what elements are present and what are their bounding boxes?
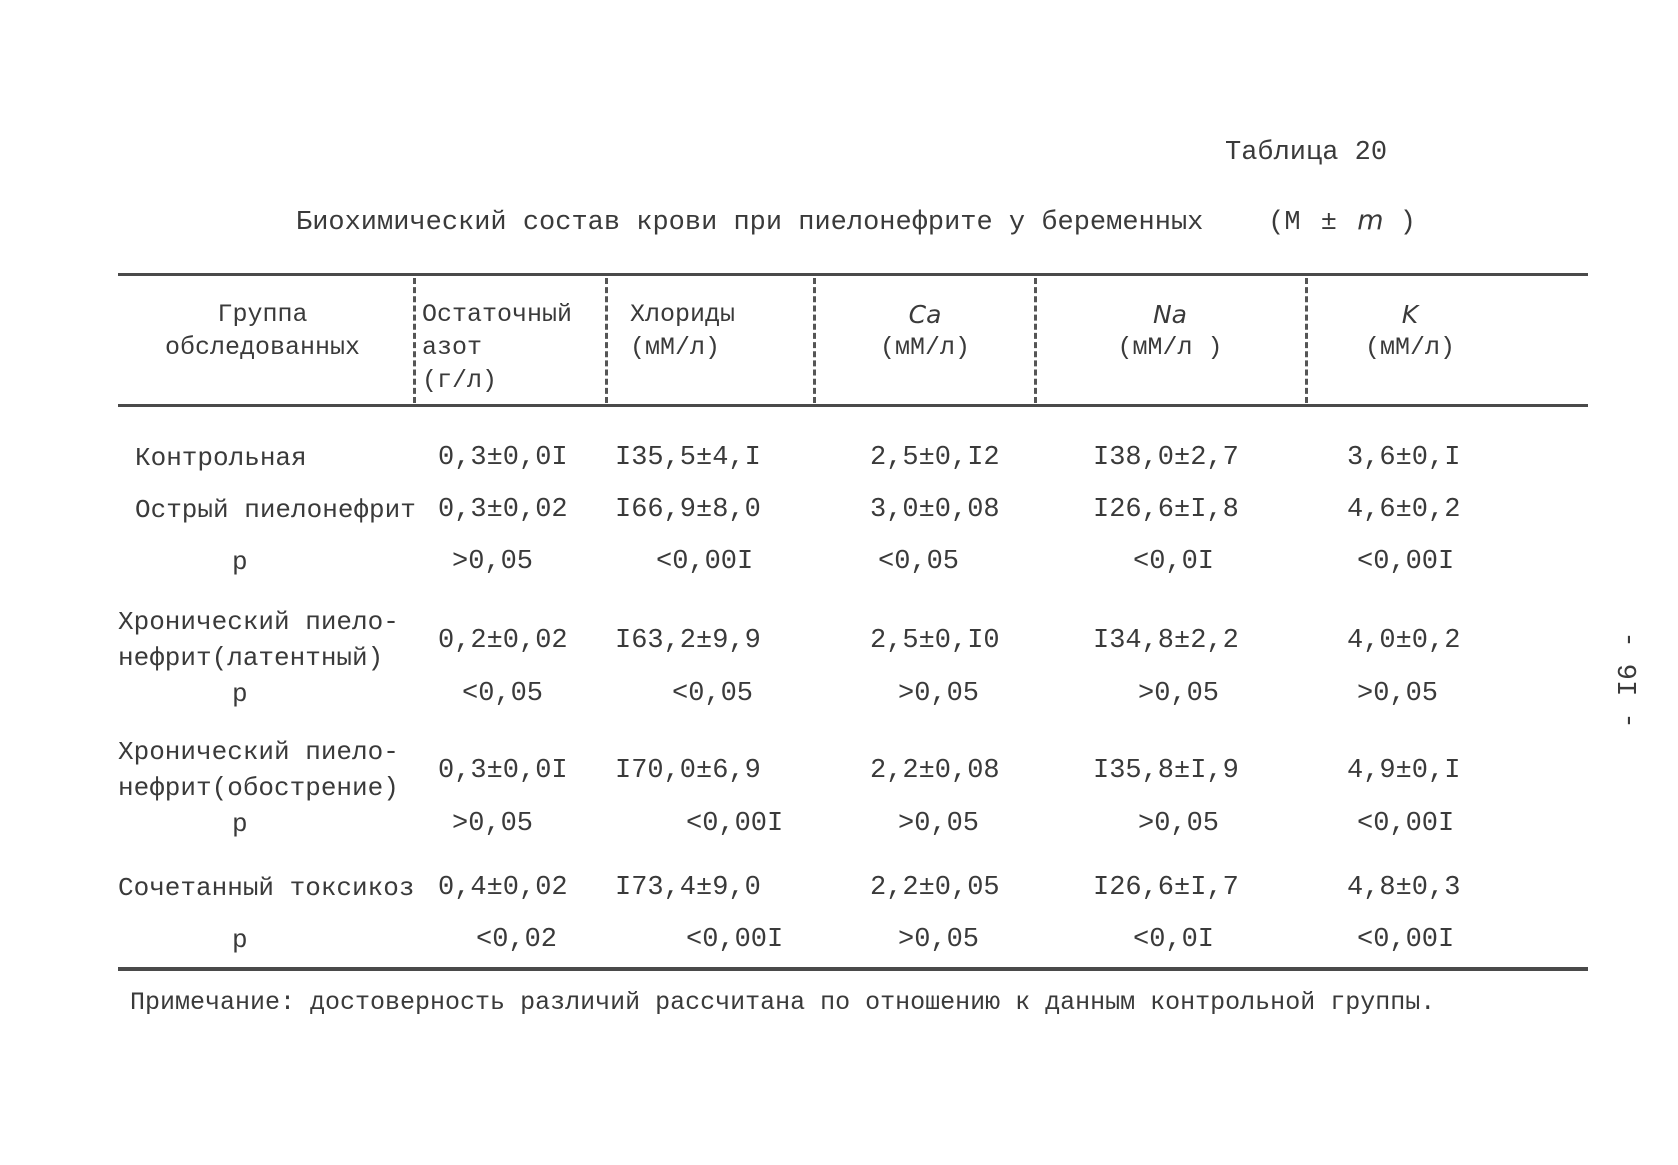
table-cell: <0,05 bbox=[878, 547, 960, 577]
table-cell: 4,0±0,2 bbox=[1347, 626, 1461, 656]
table-cell: I38,0±2,7 bbox=[1093, 443, 1239, 473]
table-cell: 4,8±0,3 bbox=[1347, 873, 1461, 903]
row-group-label: Хронический пиело- нефрит(латентный) bbox=[118, 607, 399, 673]
table-cell: 3,6±0,I bbox=[1347, 443, 1461, 473]
header-residual-nitrogen: Остаточный азот (г/л) bbox=[422, 300, 573, 395]
table-cell: >0,05 bbox=[898, 925, 980, 955]
table-cell: >0,05 bbox=[898, 679, 980, 709]
table-cell: I34,8±2,2 bbox=[1093, 626, 1239, 656]
row-group-label: р bbox=[232, 809, 248, 839]
table-cell: 2,2±0,05 bbox=[870, 873, 1000, 903]
column-separator bbox=[1034, 278, 1037, 403]
table-cell: I66,9±8,0 bbox=[615, 495, 761, 525]
table-cell: <0,0I bbox=[1133, 547, 1215, 577]
table-header-rule bbox=[118, 404, 1588, 407]
table-cell: <0,00I bbox=[656, 547, 754, 577]
table-top-rule bbox=[118, 273, 1588, 276]
table-cell: I70,0±6,9 bbox=[615, 756, 761, 786]
header-chlorides: Хлориды (мМ/л) bbox=[630, 300, 736, 362]
caption-open: (М bbox=[1268, 208, 1301, 238]
table-cell: <0,00I bbox=[1357, 809, 1455, 839]
table-cell: 2,5±0,I0 bbox=[870, 626, 1000, 656]
table-cell: 4,6±0,2 bbox=[1347, 495, 1461, 525]
table-cell: 0,2±0,02 bbox=[438, 626, 568, 656]
row-group-label: Сочетанный токсикоз bbox=[118, 873, 415, 903]
table-cell: >0,05 bbox=[898, 809, 980, 839]
caption-close: ) bbox=[1399, 208, 1416, 238]
table-cell: <0,02 bbox=[476, 925, 558, 955]
caption-m: m bbox=[1357, 205, 1384, 236]
table-cell: 0,3±0,0I bbox=[438, 756, 568, 786]
row-group-label: р bbox=[232, 925, 248, 955]
table-cell: 0,3±0,0I bbox=[438, 443, 568, 473]
table-note: Примечание: достоверность различий рассчитана по отношению к данным контрольной группы. bbox=[130, 988, 1436, 1017]
table-cell: <0,0I bbox=[1133, 925, 1215, 955]
table-cell: 0,3±0,02 bbox=[438, 495, 568, 525]
table-bottom-rule bbox=[118, 967, 1588, 971]
table-cell: >0,05 bbox=[1138, 679, 1220, 709]
column-separator bbox=[605, 278, 608, 403]
table-cell: I35,5±4,I bbox=[615, 443, 761, 473]
table-number: Таблица 20 bbox=[1225, 138, 1388, 168]
header-na: Na (мМ/л ) bbox=[1117, 300, 1223, 362]
header-k: K (мМ/л) bbox=[1364, 300, 1455, 362]
table-cell: >0,05 bbox=[1138, 809, 1220, 839]
row-group-label: Острый пиелонефрит bbox=[135, 495, 416, 525]
row-group-label: Хронический пиело- нефрит(обострение) bbox=[118, 737, 399, 803]
table-cell: >0,05 bbox=[452, 809, 534, 839]
page-number: - I6 - bbox=[1615, 631, 1645, 729]
table-cell: I26,6±I,7 bbox=[1093, 873, 1239, 903]
column-separator bbox=[1305, 278, 1308, 403]
table-cell: 4,9±0,I bbox=[1347, 756, 1461, 786]
header-group: Группа обследованных bbox=[164, 300, 361, 362]
row-group-label: р bbox=[232, 547, 248, 577]
table-cell: I26,6±I,8 bbox=[1093, 495, 1239, 525]
table-cell: >0,05 bbox=[1357, 679, 1439, 709]
row-group-label: р bbox=[232, 679, 248, 709]
caption-text: Биохимический состав крови при пиелонефрите у беременных bbox=[296, 208, 1204, 238]
table-cell: I35,8±I,9 bbox=[1093, 756, 1239, 786]
column-separator bbox=[413, 278, 416, 403]
table-cell: <0,00I bbox=[686, 925, 784, 955]
table-cell: 2,5±0,I2 bbox=[870, 443, 1000, 473]
table-cell: <0,05 bbox=[672, 679, 754, 709]
caption-plus-minus: ± bbox=[1320, 208, 1337, 238]
table-cell: <0,00I bbox=[1357, 547, 1455, 577]
table-cell: 0,4±0,02 bbox=[438, 873, 568, 903]
table-cell: I73,4±9,0 bbox=[615, 873, 761, 903]
header-ca: Ca (мМ/л) bbox=[879, 300, 970, 362]
table-cell: I63,2±9,9 bbox=[615, 626, 761, 656]
column-separator bbox=[813, 278, 816, 403]
table-cell: 2,2±0,08 bbox=[870, 756, 1000, 786]
table-cell: <0,00I bbox=[686, 809, 784, 839]
table-cell: <0,00I bbox=[1357, 925, 1455, 955]
table-caption bbox=[296, 205, 1416, 238]
table-cell: <0,05 bbox=[462, 679, 544, 709]
table-cell: >0,05 bbox=[452, 547, 534, 577]
table-cell: 3,0±0,08 bbox=[870, 495, 1000, 525]
row-group-label: Контрольная bbox=[135, 443, 307, 473]
